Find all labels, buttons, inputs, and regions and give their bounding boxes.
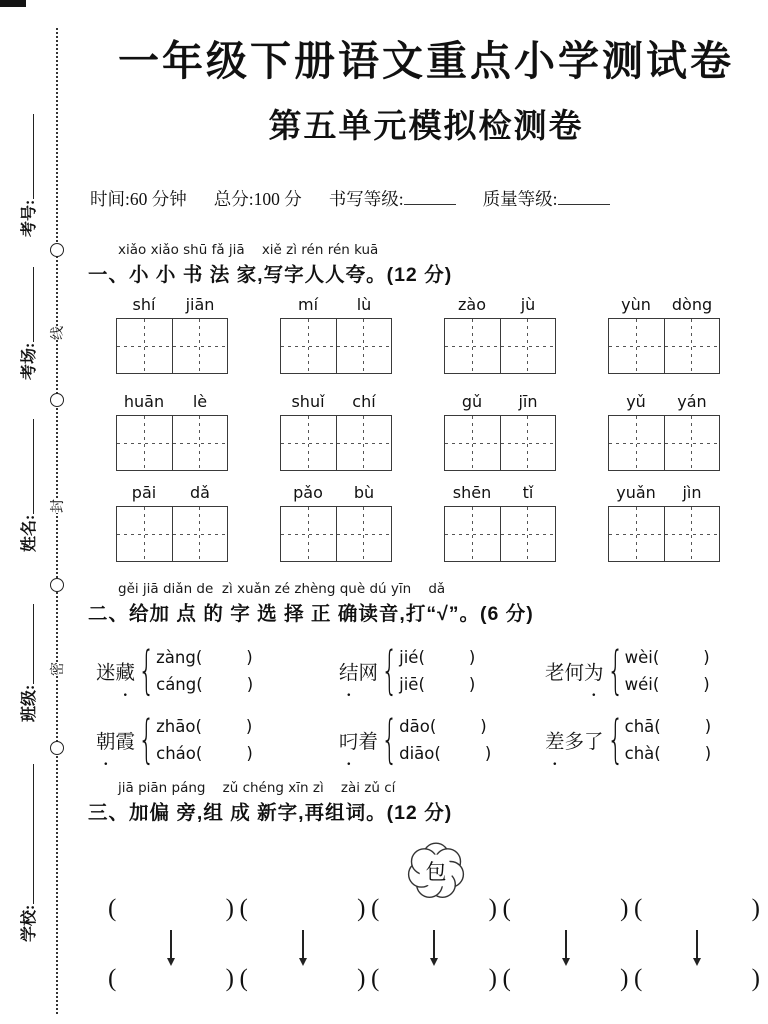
exam-info-row [90, 186, 610, 211]
pronunciation-item [545, 641, 764, 707]
writing-row-1 [116, 295, 720, 374]
writing-word [116, 483, 228, 562]
exam-number-blank [30, 114, 34, 199]
class-label: 班级: [21, 684, 38, 722]
paren-pair: ( ) [239, 965, 366, 992]
seal-circle [50, 243, 64, 257]
option-line: zhāo ( ) [156, 717, 253, 736]
section3-heading: 三、加偏 旁,组 成 新字,再组词。(12 分) [88, 802, 453, 824]
writing-box [608, 506, 720, 562]
paren-pair: ( ) [502, 965, 629, 992]
item-word: 老何为 · [545, 663, 604, 707]
name-blank [30, 419, 34, 514]
writing-word [444, 483, 556, 562]
option-line: cáng ( ) [156, 675, 254, 694]
writing-row-2 [116, 392, 720, 471]
writing-word [608, 295, 720, 374]
scan-corner-artifact [0, 0, 26, 7]
exam-room-label: 考场: [21, 342, 38, 380]
school-blank [30, 764, 34, 904]
paren-pair: ( ) [634, 965, 760, 992]
flower-character: 包 [425, 860, 447, 884]
paren-row-top [108, 895, 760, 923]
accent-dot: · [551, 751, 559, 776]
option-line: wèi ( ) [624, 648, 710, 667]
paren-pair: ( ) [108, 895, 234, 922]
paren-pair: ( ) [502, 895, 629, 922]
option-line: chā ( ) [624, 717, 712, 736]
writing-box [280, 318, 392, 374]
brace-icon: { [606, 710, 624, 770]
brace-icon: { [381, 641, 398, 701]
accent-dot: · [121, 682, 129, 707]
writing-box [608, 415, 720, 471]
writing-box [280, 415, 392, 471]
pronunciation-item [545, 710, 764, 776]
sidebar-field-class [16, 604, 39, 722]
down-arrow-icon [696, 930, 698, 964]
option-line: cháo ( ) [156, 744, 253, 763]
accent-dot: · [102, 751, 110, 776]
writing-word [444, 295, 556, 374]
paper-subtitle: 第五单元模拟检测卷 [268, 107, 584, 144]
writing-word [444, 392, 556, 471]
seal-char-feng: 封 [45, 499, 69, 513]
pronunciation-row-1 [96, 641, 764, 707]
seal-char-line: 线 [45, 326, 69, 340]
item-options [625, 648, 710, 694]
option-line: chà ( ) [624, 744, 712, 763]
writing-word [116, 295, 228, 374]
accent-dot: · [345, 751, 353, 776]
pronunciation-item [96, 641, 339, 707]
writing-box [444, 415, 556, 471]
seal-circle [50, 741, 64, 755]
quality-grade-label: 质量等级: [483, 186, 610, 211]
item-word: 朝 · 霞 [96, 732, 136, 776]
option-line: zàng ( ) [156, 648, 253, 667]
writing-word [280, 295, 392, 374]
option-line: diāo ( ) [399, 744, 492, 763]
brace-icon: { [606, 641, 624, 701]
seal-circle [50, 578, 64, 592]
item-options [399, 648, 475, 694]
writing-word [116, 392, 228, 471]
sidebar-field-name [16, 419, 39, 552]
item-word: 结 · 网 [339, 663, 379, 707]
accent-dot: · [590, 682, 598, 707]
word-pinyin: gǔ jīn [461, 392, 538, 411]
item-options [399, 717, 491, 763]
word-pinyin: shí jiān [132, 295, 215, 314]
writing-box [444, 506, 556, 562]
item-options [625, 717, 712, 763]
paren-pair: ( ) [108, 965, 234, 992]
option-line: jié ( ) [399, 648, 476, 667]
section1-pinyin: xiǎo xiǎo shū fǎ jiā xiě zì rén rén kuā [118, 242, 379, 258]
writing-word [280, 483, 392, 562]
sidebar-field-school [16, 764, 39, 942]
name-label: 姓名: [21, 514, 38, 552]
pronunciation-item [339, 641, 545, 707]
down-arrow-icon [302, 930, 304, 964]
word-pinyin: mí lù [297, 295, 372, 314]
word-pinyin: zào jù [458, 295, 536, 314]
item-word: 迷藏 · [96, 663, 136, 707]
sidebar-field-exam-room [16, 267, 39, 380]
word-pinyin: yùn dòng [621, 295, 713, 314]
paper-title: 一年级下册语文重点小学测试卷 [118, 38, 734, 84]
writing-box [608, 318, 720, 374]
word-pinyin: huān lè [123, 392, 208, 411]
down-arrow-icon [565, 930, 567, 964]
item-options [156, 648, 253, 694]
section3-pinyin: jiā piān páng zǔ chéng xīn zì zài zǔ cí [118, 780, 396, 796]
writing-word [608, 483, 720, 562]
exam-number-label: 考号: [21, 199, 38, 237]
seal-char-mi: 密 [45, 662, 69, 676]
paren-row-bottom [108, 965, 760, 993]
word-pinyin: shēn tǐ [452, 483, 534, 502]
writing-word [608, 392, 720, 471]
class-blank [30, 604, 34, 684]
pronunciation-item [339, 710, 545, 776]
item-word: 叼 · 着 [339, 732, 379, 776]
section1-heading: 一、小 小 书 法 家,写字人人夸。(12 分) [88, 264, 453, 286]
brace-icon: { [381, 710, 398, 770]
arrow-row [108, 930, 760, 964]
accent-dot: · [345, 682, 353, 707]
brace-icon: { [138, 710, 155, 770]
word-pinyin: pǎo bù [293, 483, 375, 502]
option-line: jiē ( ) [399, 675, 476, 694]
option-line: dāo ( ) [399, 717, 487, 736]
writing-grade-label: 书写等级: [329, 186, 456, 211]
paren-pair: ( ) [239, 895, 366, 922]
word-pinyin: yǔ yán [626, 392, 707, 411]
total-score-label: 总分:100 分 [213, 189, 302, 209]
seal-circle [50, 393, 64, 407]
time-label: 时间:60 分钟 [90, 189, 187, 209]
sidebar-field-exam-number [16, 114, 39, 237]
down-arrow-icon [170, 930, 172, 964]
word-pinyin: pāi dǎ [131, 483, 210, 502]
school-label: 学校: [21, 904, 38, 942]
section2-heading: 二、给加 点 的 字 选 择 正 确读音,打“√”。(6 分) [88, 603, 534, 625]
writing-box [444, 318, 556, 374]
section2-pinyin: gěi jiā diǎn de zì xuǎn zé zhèng què dú yīn dǎ [118, 581, 446, 597]
down-arrow-icon [433, 930, 435, 964]
writing-box [280, 506, 392, 562]
pronunciation-item [96, 710, 339, 776]
main-content [88, 0, 764, 1024]
item-options [156, 717, 253, 763]
brace-icon: { [138, 641, 155, 701]
writing-word [280, 392, 392, 471]
exam-room-blank [30, 267, 34, 342]
word-pinyin: yuǎn jìn [616, 483, 702, 502]
writing-box [116, 318, 228, 374]
quality-grade-blank [558, 201, 610, 205]
seal-dotted-line [56, 28, 58, 1014]
option-line: wéi ( ) [624, 675, 710, 694]
writing-row-3 [116, 483, 720, 562]
item-word: 差 · 多了 [545, 732, 604, 776]
writing-box [116, 415, 228, 471]
writing-grade-blank [404, 201, 456, 205]
word-pinyin: shuǐ chí [291, 392, 376, 411]
writing-box [116, 506, 228, 562]
pronunciation-row-2 [96, 710, 764, 776]
paren-pair: ( ) [634, 895, 760, 922]
paren-pair: ( ) [371, 965, 497, 992]
paren-pair: ( ) [371, 895, 497, 922]
